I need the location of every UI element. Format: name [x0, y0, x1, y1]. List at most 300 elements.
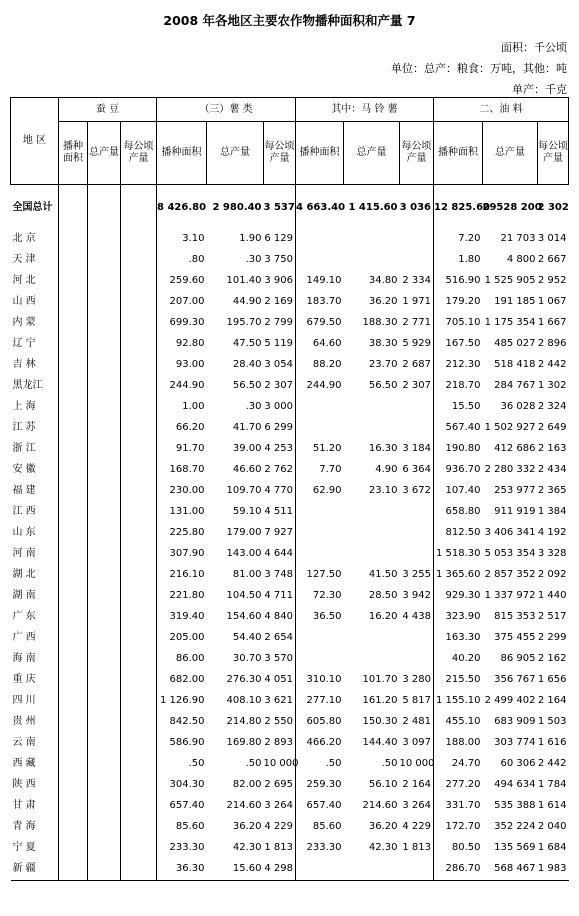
- value-cell: [88, 649, 121, 670]
- table-row: [11, 691, 569, 712]
- value-cell: [400, 544, 434, 565]
- region-cell: 河 南: [12, 548, 36, 559]
- region-cell: 上 海: [12, 401, 36, 412]
- region-cell: 江 苏: [12, 422, 36, 433]
- value-cell: 215.50: [434, 670, 483, 691]
- region-cell: 山 西: [12, 296, 36, 307]
- value-cell: 277.20: [434, 775, 483, 796]
- value-cell: [88, 754, 121, 775]
- value-cell: [296, 859, 344, 881]
- value-cell: 2 307: [402, 380, 431, 391]
- value-cell: [296, 628, 344, 649]
- value-cell: [88, 481, 121, 502]
- value-cell: [344, 418, 400, 439]
- value-cell: 41.50: [368, 569, 398, 580]
- value-cell: 188.30: [362, 317, 398, 328]
- value-cell: [121, 185, 157, 229]
- value-cell: 276.30: [226, 674, 262, 685]
- value-cell: 7.70: [296, 460, 344, 481]
- potato-header: 其中：马 铃 薯: [296, 98, 434, 122]
- g2-area-header: 播种面积: [157, 122, 207, 185]
- table-row: [11, 397, 569, 418]
- value-cell: 1.80: [434, 250, 483, 271]
- value-cell: 40.20: [434, 649, 483, 670]
- region-cell: 山 东: [12, 527, 36, 538]
- value-cell: .50: [245, 758, 262, 769]
- value-cell: 62.90: [296, 481, 344, 502]
- value-cell: [59, 185, 88, 229]
- value-cell: [59, 229, 88, 250]
- value-cell: 2 280 332: [484, 464, 536, 475]
- value-cell: 2 442: [537, 758, 567, 769]
- value-cell: [88, 185, 121, 229]
- value-cell: [88, 712, 121, 733]
- value-cell: [88, 733, 121, 754]
- value-cell: 233.30: [157, 838, 207, 859]
- value-cell: [344, 397, 400, 418]
- value-cell: [344, 628, 400, 649]
- value-cell: 3 264: [402, 800, 431, 811]
- value-cell: 2 169: [264, 296, 293, 307]
- value-cell: [59, 649, 88, 670]
- region-cell: 宁 夏: [12, 842, 36, 853]
- value-cell: 304.30: [157, 775, 207, 796]
- oil-crops-header: 二、油 料: [434, 98, 569, 122]
- value-cell: 86.00: [157, 649, 207, 670]
- value-cell: 4 229: [402, 821, 431, 832]
- value-cell: 64.60: [296, 334, 344, 355]
- value-cell: 244.90: [296, 376, 344, 397]
- value-cell: 4 840: [264, 611, 293, 622]
- value-cell: 93.00: [157, 355, 207, 376]
- value-cell: 815 353: [494, 611, 536, 622]
- value-cell: [59, 733, 88, 754]
- national-total-row: [11, 185, 569, 229]
- value-cell: [344, 523, 400, 544]
- value-cell: 144.40: [362, 737, 398, 748]
- value-cell: 2 517: [537, 611, 567, 622]
- region-cell: 辽 宁: [12, 338, 36, 349]
- value-cell: [59, 292, 88, 313]
- value-cell: 375 455: [494, 632, 536, 643]
- value-cell: 3 672: [402, 485, 431, 496]
- value-cell: [296, 523, 344, 544]
- value-cell: 1 813: [402, 842, 431, 853]
- value-cell: 2 799: [264, 317, 293, 328]
- value-cell: 214.60: [362, 800, 398, 811]
- value-cell: 657.40: [296, 796, 344, 817]
- value-cell: [88, 439, 121, 460]
- value-cell: 205.00: [157, 628, 207, 649]
- table-row: [11, 355, 569, 376]
- value-cell: 214.60: [226, 800, 262, 811]
- g3-area-header: 播种面积: [296, 122, 344, 185]
- value-cell: 3 906: [264, 275, 293, 286]
- value-cell: 2 442: [537, 359, 567, 370]
- value-cell: 101.40: [226, 275, 262, 286]
- value-cell: 163.30: [434, 628, 483, 649]
- value-cell: 4 511: [264, 506, 293, 517]
- value-cell: 303 774: [494, 737, 536, 748]
- region-header: 地 区: [11, 98, 59, 185]
- value-cell: 149.10: [296, 271, 344, 292]
- g1-yield-header: 每公顷产量: [121, 122, 157, 185]
- g4-total-header: 总产量: [483, 122, 538, 185]
- region-cell: 吉 林: [12, 359, 36, 370]
- value-cell: [296, 649, 344, 670]
- value-cell: 72.30: [296, 586, 344, 607]
- table-row: [11, 775, 569, 796]
- value-cell: [400, 859, 434, 881]
- value-cell: [121, 418, 157, 439]
- table-row: [11, 460, 569, 481]
- value-cell: [88, 250, 121, 271]
- value-cell: 143.00: [226, 548, 262, 559]
- value-cell: 683 909: [494, 716, 536, 727]
- value-cell: [121, 355, 157, 376]
- value-cell: 179.00: [226, 527, 262, 538]
- value-cell: 1 971: [402, 296, 431, 307]
- value-cell: [59, 355, 88, 376]
- value-cell: [88, 460, 121, 481]
- value-cell: [121, 796, 157, 817]
- table-row: [11, 586, 569, 607]
- value-cell: .30: [245, 254, 262, 265]
- value-cell: [88, 355, 121, 376]
- value-cell: 259.30: [296, 775, 344, 796]
- value-cell: 66.20: [157, 418, 207, 439]
- value-cell: [59, 838, 88, 859]
- value-cell: [121, 838, 157, 859]
- value-cell: [88, 397, 121, 418]
- value-cell: 842.50: [157, 712, 207, 733]
- g3-total-header: 总产量: [344, 122, 400, 185]
- g1-area-header: 播种面积: [59, 122, 88, 185]
- value-cell: .50: [296, 754, 344, 775]
- value-cell: 2 654: [264, 632, 293, 643]
- value-cell: [121, 859, 157, 881]
- value-cell: 1 384: [537, 506, 567, 517]
- region-cell: 湖 南: [12, 590, 36, 601]
- value-cell: [121, 439, 157, 460]
- value-cell: 568 467: [483, 859, 538, 881]
- value-cell: 2 980.40: [212, 201, 262, 213]
- value-cell: 3 406 341: [484, 527, 536, 538]
- value-cell: [88, 544, 121, 565]
- region-cell: 重 庆: [12, 674, 36, 685]
- value-cell: [121, 670, 157, 691]
- value-cell: 88.20: [296, 355, 344, 376]
- value-cell: [400, 229, 434, 250]
- value-cell: 3 328: [537, 548, 567, 559]
- value-cell: 1 503: [537, 716, 567, 727]
- region-cell: 广 西: [12, 632, 36, 643]
- value-cell: [344, 544, 400, 565]
- value-cell: 16.20: [368, 611, 398, 622]
- value-cell: 1 667: [537, 317, 567, 328]
- table-row: [11, 439, 569, 460]
- value-cell: 3 014: [537, 233, 567, 244]
- value-cell: 127.50: [296, 565, 344, 586]
- value-cell: 195.70: [226, 317, 262, 328]
- value-cell: 2 164: [402, 779, 431, 790]
- value-cell: 284 767: [494, 380, 536, 391]
- value-cell: 1 616: [537, 737, 567, 748]
- value-cell: 1 983: [538, 859, 569, 881]
- value-cell: 80.50: [434, 838, 483, 859]
- value-cell: 253 977: [494, 485, 536, 496]
- value-cell: 191 185: [494, 296, 536, 307]
- g3-yield-header: 每公顷产量: [400, 122, 434, 185]
- value-cell: 2 040: [537, 821, 567, 832]
- region-cell: 云 南: [12, 737, 36, 748]
- value-cell: 36.20: [368, 296, 398, 307]
- crop-statistics-table: [10, 97, 569, 881]
- value-cell: 169.80: [226, 737, 262, 748]
- broad-bean-header: 蚕 豆: [59, 98, 157, 122]
- region-cell: 青 海: [12, 821, 36, 832]
- value-cell: [400, 418, 434, 439]
- table-body: [11, 185, 569, 881]
- value-cell: 586.90: [157, 733, 207, 754]
- value-cell: [344, 229, 400, 250]
- table-row: [11, 502, 569, 523]
- table-row: [11, 334, 569, 355]
- value-cell: [59, 460, 88, 481]
- value-cell: 1 126.90: [157, 691, 207, 712]
- value-cell: 1 502 927: [484, 422, 536, 433]
- value-cell: 59.10: [232, 506, 262, 517]
- value-cell: [59, 544, 88, 565]
- value-cell: 2 893: [264, 737, 293, 748]
- value-cell: 36.30: [157, 859, 207, 881]
- value-cell: 3 000: [264, 401, 293, 412]
- value-cell: 29528 200: [482, 201, 542, 213]
- value-cell: 8 426.80: [157, 185, 207, 229]
- value-cell: 605.80: [296, 712, 344, 733]
- value-cell: [59, 754, 88, 775]
- value-cell: [59, 271, 88, 292]
- value-cell: 356 767: [494, 674, 536, 685]
- value-cell: 812.50: [434, 523, 483, 544]
- value-cell: 485 027: [494, 338, 536, 349]
- region-cell: 北 京: [12, 233, 36, 244]
- value-cell: 36 028: [500, 401, 536, 412]
- value-cell: 567.40: [434, 418, 483, 439]
- value-cell: 28.40: [232, 359, 262, 370]
- value-cell: 5 053 354: [484, 548, 536, 559]
- value-cell: [59, 691, 88, 712]
- table-row: [11, 712, 569, 733]
- value-cell: [344, 502, 400, 523]
- value-cell: [88, 691, 121, 712]
- value-cell: 56.10: [368, 779, 398, 790]
- value-cell: [121, 586, 157, 607]
- table-row: [11, 565, 569, 586]
- table-row: [11, 796, 569, 817]
- value-cell: 1 684: [537, 842, 567, 853]
- value-cell: [121, 376, 157, 397]
- value-cell: 5 929: [402, 338, 431, 349]
- value-cell: [59, 439, 88, 460]
- g2-yield-header: 每公顷产量: [264, 122, 296, 185]
- value-cell: 10 000: [399, 758, 435, 769]
- value-cell: 86 905: [500, 653, 536, 664]
- value-cell: 56.50: [232, 380, 262, 391]
- value-cell: 2 499 402: [484, 695, 536, 706]
- value-cell: [121, 607, 157, 628]
- value-cell: 23.10: [368, 485, 398, 496]
- value-cell: [121, 691, 157, 712]
- value-cell: [59, 817, 88, 838]
- value-cell: 1 155.10: [434, 691, 483, 712]
- value-cell: [400, 250, 434, 271]
- value-cell: 259.60: [157, 271, 207, 292]
- table-row: [11, 229, 569, 250]
- value-cell: 3 748: [264, 569, 293, 580]
- value-cell: 1 415.60: [348, 201, 398, 213]
- value-cell: 82.00: [232, 779, 262, 790]
- value-cell: 535 388: [494, 800, 536, 811]
- region-cell: 陕 西: [12, 779, 36, 790]
- value-cell: 3 054: [264, 359, 293, 370]
- region-cell: 全国总计: [12, 201, 53, 213]
- value-cell: 168.70: [157, 460, 207, 481]
- value-cell: 85.60: [296, 817, 344, 838]
- value-cell: 1 813: [264, 842, 293, 853]
- region-cell: 福 建: [12, 485, 36, 496]
- value-cell: 277.10: [296, 691, 344, 712]
- value-cell: 5 817: [402, 695, 431, 706]
- value-cell: 2 481: [402, 716, 431, 727]
- value-cell: 4 800: [506, 254, 536, 265]
- value-cell: 172.70: [434, 817, 483, 838]
- value-cell: 30.70: [232, 653, 262, 664]
- value-cell: 7 927: [264, 527, 293, 538]
- value-cell: 331.70: [434, 796, 483, 817]
- value-cell: 1 525 905: [484, 275, 536, 286]
- value-cell: 699.30: [157, 313, 207, 334]
- value-cell: 1 784: [537, 779, 567, 790]
- value-cell: 4 253: [264, 443, 293, 454]
- value-cell: [88, 376, 121, 397]
- table-row: [11, 733, 569, 754]
- value-cell: 705.10: [434, 313, 483, 334]
- value-cell: 4 192: [537, 527, 567, 538]
- value-cell: 6 129: [264, 233, 293, 244]
- table-row: [11, 523, 569, 544]
- table-row: [11, 292, 569, 313]
- region-cell: 湖 北: [12, 569, 36, 580]
- value-cell: 3 097: [402, 737, 431, 748]
- value-cell: 54.40: [232, 632, 262, 643]
- region-cell: 广 东: [12, 611, 36, 622]
- value-cell: 23.70: [368, 359, 398, 370]
- value-cell: 286.70: [434, 859, 483, 881]
- table-row: [11, 250, 569, 271]
- g4-area-header: 播种面积: [434, 122, 483, 185]
- value-cell: 5 119: [264, 338, 293, 349]
- value-cell: 3 184: [402, 443, 431, 454]
- value-cell: 92.80: [157, 334, 207, 355]
- value-cell: 6 299: [264, 422, 293, 433]
- value-cell: 1 440: [537, 590, 567, 601]
- value-cell: [59, 523, 88, 544]
- value-cell: 36.50: [296, 607, 344, 628]
- value-cell: [59, 334, 88, 355]
- region-cell: 浙 江: [12, 443, 36, 454]
- table-row: [11, 481, 569, 502]
- value-cell: [296, 418, 344, 439]
- value-cell: 352 224: [494, 821, 536, 832]
- value-cell: 135 569: [494, 842, 536, 853]
- value-cell: 190.80: [434, 439, 483, 460]
- region-cell: 四 川: [12, 695, 36, 706]
- value-cell: 4 051: [264, 674, 293, 685]
- value-cell: 2 163: [537, 443, 567, 454]
- region-cell: 甘 肃: [12, 800, 36, 811]
- value-cell: 188.00: [434, 733, 483, 754]
- value-cell: [121, 544, 157, 565]
- value-cell: 679.50: [296, 313, 344, 334]
- value-cell: [59, 859, 88, 881]
- value-cell: [121, 481, 157, 502]
- table-row: [11, 670, 569, 691]
- value-cell: 4 438: [402, 611, 431, 622]
- value-cell: 3 942: [402, 590, 431, 601]
- output-unit-note: 单位：总产：粮食：万吨，其他：吨: [391, 62, 567, 75]
- value-cell: [59, 586, 88, 607]
- value-cell: 4 770: [264, 485, 293, 496]
- region-cell: 西 藏: [12, 758, 36, 769]
- value-cell: [88, 607, 121, 628]
- value-cell: [88, 838, 121, 859]
- region-cell: 江 西: [12, 506, 36, 517]
- value-cell: [121, 733, 157, 754]
- value-cell: 2 299: [537, 632, 567, 643]
- value-cell: 154.60: [226, 611, 262, 622]
- value-cell: 16.30: [368, 443, 398, 454]
- value-cell: 1 175 354: [484, 317, 536, 328]
- value-cell: [296, 544, 344, 565]
- region-cell: 内 蒙: [12, 317, 36, 328]
- table-row: [11, 418, 569, 439]
- value-cell: 658.80: [434, 502, 483, 523]
- value-cell: [88, 775, 121, 796]
- value-cell: [88, 670, 121, 691]
- value-cell: 107.40: [434, 481, 483, 502]
- value-cell: [296, 229, 344, 250]
- value-cell: [344, 649, 400, 670]
- value-cell: 233.30: [296, 838, 344, 859]
- value-cell: [400, 397, 434, 418]
- value-cell: 221.80: [157, 586, 207, 607]
- value-cell: 150.30: [362, 716, 398, 727]
- value-cell: 3 621: [264, 695, 293, 706]
- value-cell: 4 644: [264, 548, 293, 559]
- region-cell: 贵 州: [12, 716, 36, 727]
- value-cell: [88, 586, 121, 607]
- value-cell: [121, 334, 157, 355]
- value-cell: 91.70: [157, 439, 207, 460]
- value-cell: .80: [157, 250, 207, 271]
- value-cell: [88, 859, 121, 881]
- value-cell: 230.00: [157, 481, 207, 502]
- value-cell: 3 255: [402, 569, 431, 580]
- table-title: 2008 年各地区主要农作物播种面积和产量 7: [163, 13, 416, 28]
- region-cell: 天 津: [12, 254, 36, 265]
- table-row: [11, 313, 569, 334]
